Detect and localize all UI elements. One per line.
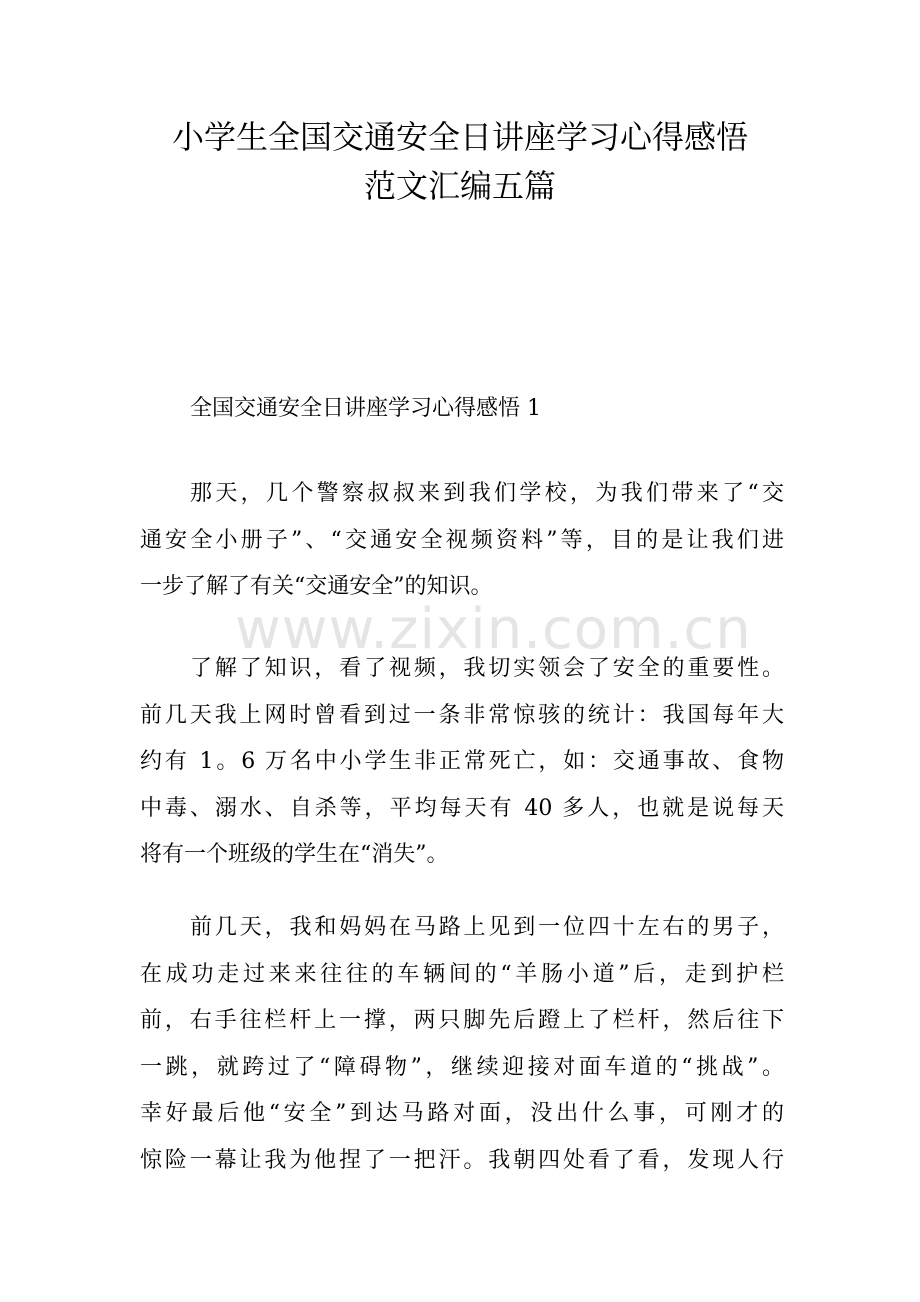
title-line-1: 小学生全国交通安全日讲座学习心得感悟 <box>171 118 748 156</box>
paragraph-line: 中毒、溺水、自杀等，平均每天有 40 多人，也就是说每天 <box>140 795 784 821</box>
title-line-2: 范文汇编五篇 <box>363 167 556 205</box>
section-heading: 全国交通安全日讲座学习心得感悟 1 <box>190 396 541 421</box>
watermark: www.zixin.com.cn <box>235 597 752 662</box>
paragraph-line: 通安全小册子”、“交通安全视频资料”等，目的是让我们进 <box>140 527 784 553</box>
paragraph-line: 前，右手往栏杆上一撑，两只脚先后蹬上了栏杆，然后往下 <box>140 1008 784 1033</box>
paragraph-line: 那天，几个警察叔叔来到我们学校，为我们带来了“交 <box>190 481 784 506</box>
paragraph-line: 将有一个班级的学生在“消失”。 <box>140 842 449 867</box>
paragraph-line: 了解了知识，看了视频，我切实领会了安全的重要性。 <box>190 656 784 681</box>
paragraph-line: 幸好最后他“安全”到达马路对面，没出什么事，可刚才的 <box>140 1101 784 1126</box>
paragraph-line: 前几天我上网时曾看到过一条非常惊骇的统计：我国每年大 <box>140 702 784 728</box>
paragraph-line: 惊险一幕让我为他捏了一把汗。我朝四处看了看，发现人行 <box>140 1147 784 1173</box>
paragraph-line: 前几天，我和妈妈在马路上见到一位四十左右的男子， <box>190 915 784 940</box>
paragraph-line: 在成功走过来来往往的车辆间的“羊肠小道”后，走到护栏 <box>140 961 784 987</box>
paragraph-3 <box>140 905 784 1184</box>
paragraph-line: 一跳，就跨过了“障碍物”，继续迎接对面车道的“挑战”。 <box>140 1054 784 1080</box>
document-title <box>0 113 920 211</box>
paragraph-line: 一步了解了有关“交通安全”的知识。 <box>140 574 493 599</box>
paragraph-2 <box>140 646 784 879</box>
paragraph-1 <box>140 471 784 611</box>
paragraph-line: 约有 1。6 万名中小学生非正常死亡，如：交通事故、食物 <box>140 749 784 774</box>
